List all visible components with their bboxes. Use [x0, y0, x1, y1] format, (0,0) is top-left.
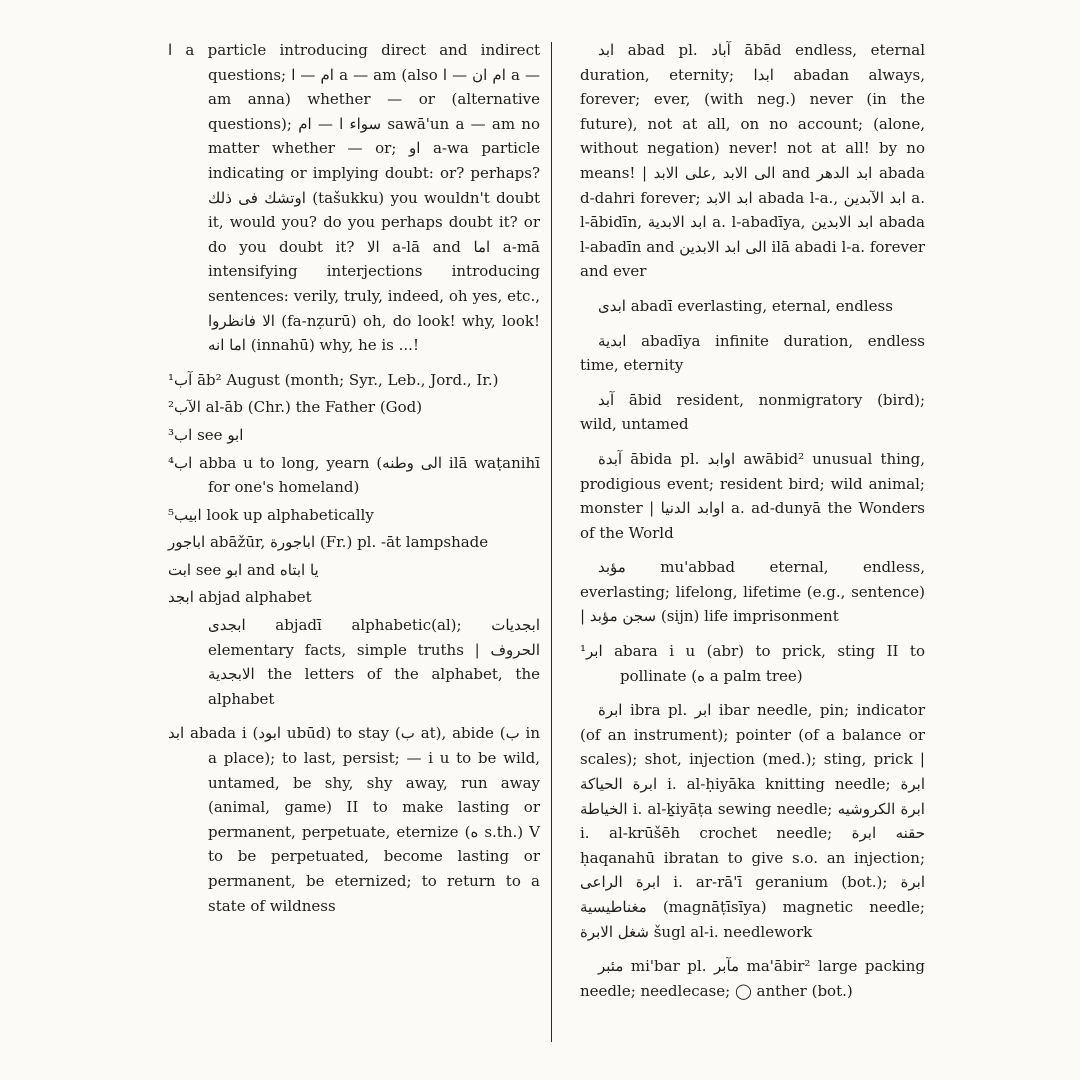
column-divider: [551, 42, 552, 1042]
entry-abada: ابد abada i (ابود ubūd) to stay (ب at), abide (ب in a place); to last, persist; — i u to be wild, untamed, be shy, shy away, run away (animal, game) II to make lasting or permanent, perpetuate, eternize (ه s.th.) V to be perpetuated, become lasting or permanent, be eternized; to return to a state of wildness: [168, 724, 540, 915]
entry-ab-see: ³اب see ابو: [168, 425, 244, 444]
entry-abida: آبدة ābida pl. اوابد awābid² unusual thing, prodigious event; resident bird; wild animal; monster | اوابد الدنيا a. ad-dunyā the Wonders of the World: [580, 449, 925, 542]
entry-abba: ⁴اب abba u to long, yearn (الى وطنه ilā waṭanihī for one's homeland): [168, 453, 540, 497]
left-column: [168, 38, 540, 928]
entry-abid: آبد ābid resident, nonmigratory (bird); wild, untamed: [580, 390, 925, 434]
entry-abadiya: ابدية abadīya infinite duration, endless time, eternity: [580, 331, 925, 375]
entry-muabbad: مؤبد mu'abbad eternal, endless, everlasting; lifelong, lifetime (e.g., sentence) | سجن مؤبد (sijn) life imprisonment: [580, 558, 925, 626]
entry-al-ab: ²الآب al-āb (Chr.) the Father (God): [168, 398, 423, 417]
entry-abara: ¹ابر abara i u (abr) to prick, sting II to pollinate (ه a palm tree): [580, 642, 925, 685]
entry-abjad: ابجد abjad alphabet: [168, 588, 312, 607]
right-column: [580, 38, 925, 1013]
entry-abjadi: ابجدى abjadī alphabetic(al); ابجديات elementary facts, simple truths | الحروف الابجدية the letters of the alphabet, the alphabet: [208, 616, 540, 708]
entry-a-particle: ا a particle introducing direct and indirect questions; ام — ا a — am (also ام ان — ا a — am anna) whether — or (alternative questions); سواء ا — ام sawā'un a — am no matter whether — or; او a-wa particle indicating or implying doubt: or? perhaps? اوتشك فى ذلك (tašukku) you wouldn't doubt it, would you? do you perhaps doubt it? or do you doubt it? الا a-lā and اما a-mā intensifying interjections introducing sentences: verily, truly, indeed, oh yes, etc., الا فانظروا (fa-nẓurū) oh, do look! why, look! اما انه (innahū) why, he is ...!: [168, 41, 540, 355]
entry-abib: ⁵ابيب look up alphabetically: [168, 505, 374, 524]
entry-abt: ابت see ابو and يا ابتاه: [168, 560, 319, 579]
entry-mibar: مئبر mi'bar pl. مآبر ma'ābir² large packing needle; needlecase; ◯ anther (bot.): [580, 957, 925, 1000]
entry-abad: ابد abad pl. آباد ābād endless, eternal duration, eternity; ابدا abadan always, forever; ever, (with neg.) never (in the future), not at all, on no account; (alone, without negation) never! not at all! by no means! | الى الابد ,على الابد and ابد الدهر abada d-dahri forever; ابد الابد abada l-a., ابد الآبدين a. l-ābidīn, ابد الابدية a. l-abadīya, ابد الابدين abada l-abadīn and الى ابد الابدين ilā abadi l-a. forever and ever: [580, 41, 926, 281]
entry-ibra: ابرة ibra pl. ابر ibar needle, pin; indicator (of an instrument); pointer (of a balance or scales); shot, injection (med.); sting, prick | ابرة الحياكة i. al-ḥiyāka knitting needle; ابرة الخياطة i. al-ḵiyāṭa sewing needle; ابرة الكروشيه i. al-krūšēh crochet needle; حقنه ابرة ḥaqanahū ibratan to give s.o. an injection; ابرة الراعى i. ar-rā'ī geranium (bot.); ابرة مغناطيسية (magnāṭīsīya) magnetic needle; شغل الابرة šugl al-i. needlework: [580, 701, 925, 941]
entry-abazur: اباجور abāžūr, اباجورة (Fr.) pl. -āt lampshade: [168, 533, 489, 552]
entry-abadi: ابدى abadī everlasting, eternal, endless: [598, 296, 893, 315]
entry-ab-august: ¹آب āb² August (month; Syr., Leb., Jord., Ir.): [168, 370, 499, 389]
